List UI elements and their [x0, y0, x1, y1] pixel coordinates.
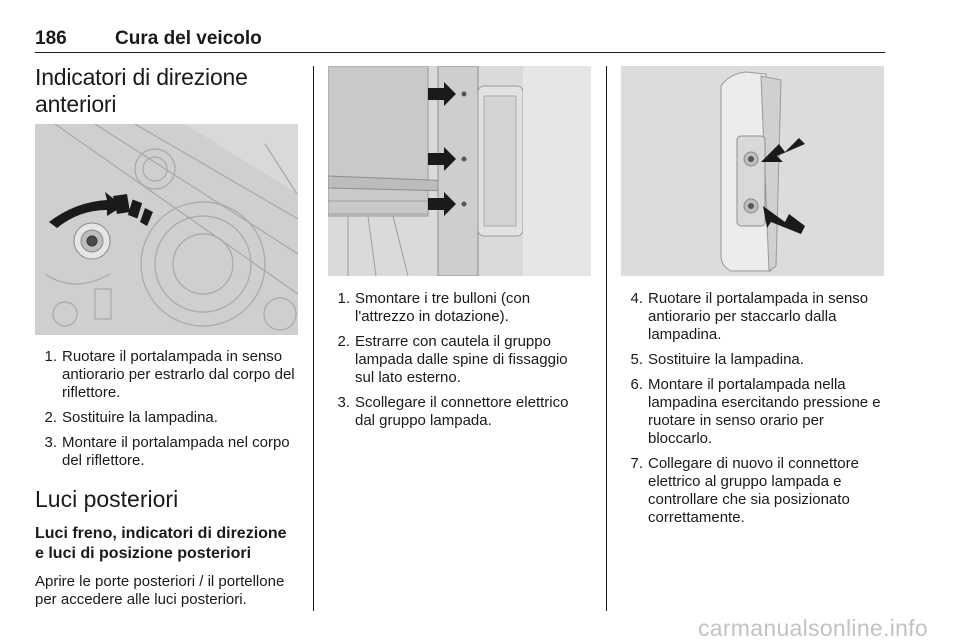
- page-number: 186: [35, 28, 67, 49]
- list-item: 3. Scollegare il connettore elettrico dal gruppo lampada.: [337, 394, 569, 429]
- list-item: 2. Sostituire la lampadina.: [44, 409, 218, 426]
- figure-rear-light-bulb-holders: [621, 66, 884, 276]
- page-header: [35, 26, 885, 53]
- figure-front-indicator-bulb: [35, 124, 298, 335]
- steps-bulb-replacement: [621, 290, 886, 534]
- list-item: 1. Smontare i tre bulloni (con l'attrezzo in dotazione).: [337, 290, 531, 325]
- section-title-rear-lights: Luci posteriori: [35, 486, 179, 512]
- list-item: 3. Montare il portalampada nel corpo del riflettore.: [44, 434, 290, 469]
- list-item: 5. Sostituire la lampadina.: [630, 351, 804, 368]
- chapter-title: Cura del veicolo: [115, 28, 262, 49]
- subsection-title: Luci freno, indicatori di direzione e luci di posizione posteriori: [35, 525, 287, 562]
- steps-rear-light-removal: [328, 290, 590, 437]
- figure-rear-light-bolts: [328, 66, 591, 276]
- paragraph-rear-access: Aprire le porte posteriori / il portellone per accedere alle luci posteriori.: [35, 573, 285, 608]
- section-title-front-indicators: Indicatori di direzione anteriori: [35, 64, 248, 117]
- list-item: 1. Ruotare il portalampada in senso antiorario per estrarlo dal corpo del riflettore.: [44, 348, 295, 401]
- watermark: carmanualsonline.info: [697, 615, 928, 641]
- list-item: 4. Ruotare il portalampada in senso antiorario per staccarlo dalla lampadina.: [630, 290, 869, 343]
- list-item: 6. Montare il portalampada nella lampadina esercitando pressione e ruotare in senso orario per bloccarlo.: [630, 376, 881, 447]
- column-divider-left: [313, 66, 314, 611]
- list-item: 2. Estrarre con cautela il gruppo lampada dalle spine di fissaggio sul lato esterno.: [337, 333, 568, 386]
- steps-front-indicators: [35, 348, 305, 477]
- list-item: 7. Collegare di nuovo il connettore elettrico al gruppo lampada e controllare che sia posizionato correttamente.: [630, 455, 859, 526]
- column-divider-right: [606, 66, 607, 611]
